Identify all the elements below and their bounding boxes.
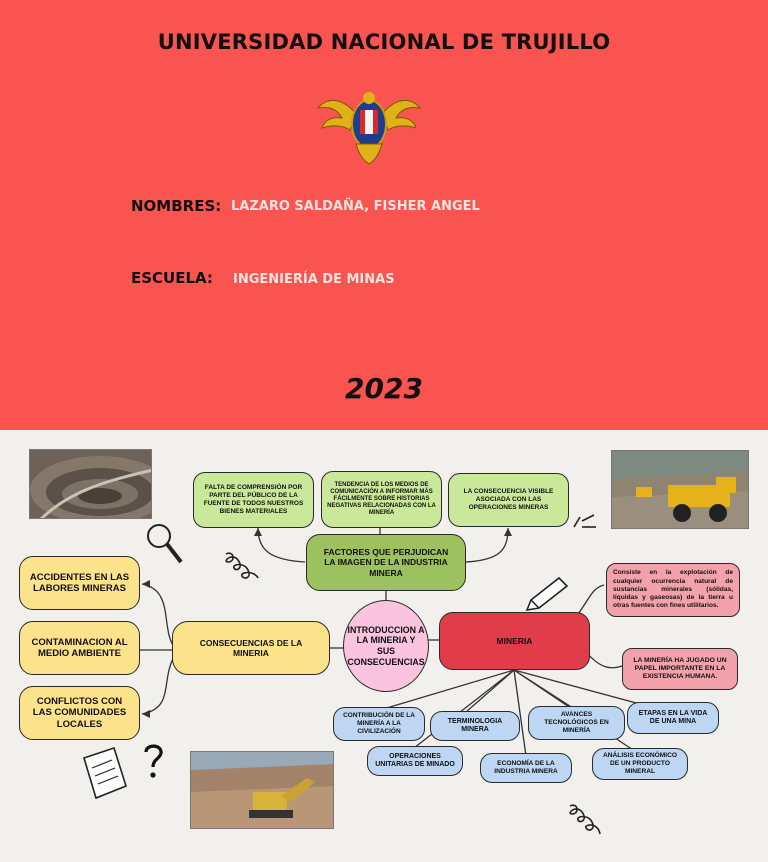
haul-truck-photo — [611, 450, 749, 529]
topic-operaciones: OPERACIONES UNITARIAS DE MINADO — [367, 746, 463, 776]
consecuencias-node: CONSECUENCIAS DE LA MINERIA — [172, 621, 330, 675]
escuela-value: INGENIERÍA DE MINAS — [233, 272, 395, 287]
spark-doodle-icon — [572, 507, 598, 529]
mineria-definition: Consiste en la explotación de cualquier ocurrencia natural de sustancias minerales (sólidas, líquidas y gaseosas) de la tierra u otras fuentes con fines utilitarios. — [606, 563, 740, 617]
excavator-photo — [190, 751, 334, 829]
topic-contribucion: CONTRIBUCIÓN DE LA MINERÍA A LA CIVILIZACIÓN — [333, 707, 425, 741]
cover-section — [0, 0, 768, 430]
consecuencia-item-1: ACCIDENTES EN LAS LABORES MINERAS — [19, 556, 140, 610]
topic-terminologia: TERMINOLOGIA MINERA — [430, 711, 520, 741]
year: 2023 — [345, 372, 423, 405]
notebook-icon — [78, 746, 130, 802]
nombres-value: LAZARO SALDAÑA, FISHER ANGEL — [231, 199, 480, 214]
consecuencia-item-3: CONFLICTOS CON LAS COMUNIDADES LOCALES — [19, 686, 140, 740]
factor-item-2: TENDENCIA DE LOS MEDIOS DE COMUNICACIÓN A INFORMAR MÁS FÁCILMENTE SOBRE HISTORIAS NEGATIVAS RELACIONADAS CON LA MINERÍA — [321, 471, 442, 528]
center-topic-node: INTRODUCCION A LA MINERIA Y SUS CONSECUENCIAS — [343, 600, 429, 692]
university-title: UNIVERSIDAD NACIONAL DE TRUJILLO — [157, 30, 611, 54]
magnifier-icon — [145, 522, 185, 568]
topic-analisis: ANÁLISIS ECONÓMICO DE UN PRODUCTO MINERAL — [592, 748, 688, 780]
nombres-label: NOMBRES: — [131, 197, 222, 215]
factor-item-1: FALTA DE COMPRENSIÓN POR PARTE DEL PÚBLICO DE LA FUENTE DE TODOS NUESTROS BIENES MATERIALES — [193, 472, 314, 528]
factores-node: FACTORES QUE PERJUDICAN LA IMAGEN DE LA INDUSTRIA MINERA — [306, 534, 466, 591]
topic-economia: ECONOMÍA DE LA INDUSTRIA MINERA — [480, 753, 572, 783]
topic-avances: AVANCES TECNOLÓGICOS EN MINERÍA — [528, 706, 625, 740]
topic-etapas: ETAPAS EN LA VIDA DE UNA MINA — [627, 702, 719, 734]
open-pit-photo — [29, 449, 152, 519]
factor-item-3: LA CONSECUENCIA VISIBLE ASOCIADA CON LAS OPERACIONES MINERAS — [448, 473, 569, 527]
mineria-role-note: LA MINERÍA HA JUGADO UN PAPEL IMPORTANTE EN LA EXISTENCIA HUMANA. — [622, 648, 738, 690]
university-crest-icon — [316, 84, 422, 166]
pencil-icon — [523, 576, 569, 614]
question-mark-icon — [141, 742, 167, 780]
mineria-node: MINERIA — [439, 612, 590, 670]
consecuencia-item-2: CONTAMINACION AL MEDIO AMBIENTE — [19, 621, 140, 675]
spring-doodle-icon — [222, 548, 268, 586]
spring-doodle-icon-2 — [566, 800, 606, 844]
escuela-label: ESCUELA: — [131, 269, 213, 287]
